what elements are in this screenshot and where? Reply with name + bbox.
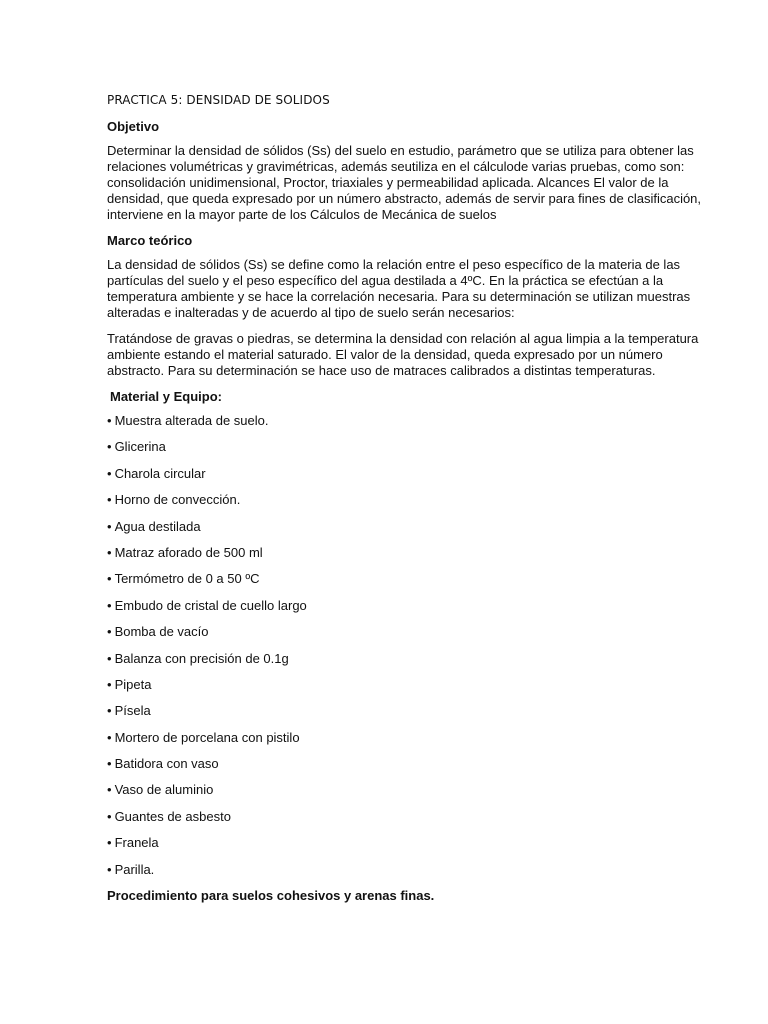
list-item — [107, 835, 708, 851]
bullet-icon: • — [107, 756, 112, 772]
list-item-text: Balanza con precisión de 0.1g — [114, 650, 289, 666]
bullet-icon: • — [107, 808, 112, 824]
bullet-icon: • — [107, 413, 112, 428]
procedimiento-heading: Procedimiento para suelos cohesivos y arenas finas. — [107, 888, 435, 904]
marco-teorico-paragraph-1: La densidad de sólidos (Ss) se define como la relación entre el peso específico de la materia de las partículas del suelo y el peso específico del agua destilada a 4ºC. En la práctica se efectúan a la temperatura ambiente y se hace la correlación necesaria. Para su determinación se utilizan muestras alteradas e inalteradas y de acuerdo al tipo de suelo serán necesarios: — [107, 257, 691, 320]
objetivo-paragraph: Determinar la densidad de sólidos (Ss) del suelo en estudio, parámetro que se utiliza para obtener las relaciones volumétricas y gravimétricas, además seutiliza en el cálculode varias pruebas, como son: consolidación unidimensional, Proctor, triaxiales y permeabilidad aplicada. Alcances El valor de la densidad, que queda expresado por un número abstracto, además de servir para fines de clasificación, interviene en la mayor parte de los Cálculos de Mecánica de suelos — [107, 143, 702, 222]
list-item-text: Mortero de porcelana con pistilo — [114, 729, 300, 745]
list-item — [107, 598, 708, 614]
bullet-icon: • — [107, 465, 112, 481]
list-item-text: Guantes de asbesto — [114, 808, 231, 824]
marco-teorico-paragraph-2: Tratándose de gravas o piedras, se determina la densidad con relación al agua limpia a la temperatura ambiente estando el material saturado. El valor de la densidad, queda expresado por un número abstracto. Para su determinación se hace uso de matraces calibrados a distintas temperaturas. — [107, 331, 699, 378]
list-item — [107, 545, 708, 561]
list-item — [107, 703, 708, 719]
material-equipo-heading: Material y Equipo: — [110, 389, 222, 404]
list-item — [107, 571, 708, 587]
bullet-icon: • — [107, 571, 112, 587]
list-item — [107, 651, 708, 667]
bullet-icon: • — [107, 650, 112, 666]
list-item — [107, 439, 708, 455]
list-item-text: Parilla. — [114, 861, 155, 877]
bullet-icon: • — [107, 518, 112, 534]
list-item-text: Horno de convección. — [114, 492, 241, 508]
list-item-text: Písela — [114, 703, 151, 719]
list-item — [107, 756, 708, 772]
list-item-text: Embudo de cristal de cuello largo — [114, 597, 307, 613]
bullet-icon: • — [107, 835, 112, 851]
list-item-text: Franela — [114, 835, 159, 851]
list-item — [107, 809, 708, 825]
bullet-icon: • — [107, 492, 112, 508]
bullet-icon: • — [107, 729, 112, 745]
list-item — [107, 519, 708, 535]
bullet-icon: • — [107, 703, 112, 719]
bullet-icon: • — [107, 624, 112, 640]
document-title: PRACTICA 5: DENSIDAD DE SOLIDOS — [107, 93, 330, 107]
list-item-text: Batidora con vaso — [114, 756, 219, 772]
list-item — [107, 492, 708, 508]
list-item-text: Vaso de aluminio — [114, 782, 214, 798]
list-item-text: Charola circular — [114, 465, 206, 481]
bullet-icon: • — [107, 782, 112, 798]
list-item-text: Matraz aforado de 500 ml — [114, 544, 263, 560]
list-item — [107, 677, 708, 693]
list-item — [107, 730, 708, 746]
list-item — [107, 624, 708, 640]
bullet-icon: • — [107, 439, 112, 455]
list-item-text: Bomba de vacío — [114, 624, 209, 640]
bullet-icon: • — [107, 544, 112, 560]
list-item-text: Termómetro de 0 a 50 ºC — [114, 571, 260, 587]
marco-teorico-heading: Marco teórico — [107, 233, 193, 248]
material-list — [107, 413, 708, 878]
bullet-icon: • — [107, 676, 112, 692]
list-item — [107, 466, 708, 482]
list-item — [107, 413, 708, 429]
list-item-text: Glicerina — [114, 439, 166, 455]
list-item-text: Muestra alterada de suelo. — [114, 413, 269, 428]
bullet-icon: • — [107, 597, 112, 613]
list-item-text: Pipeta — [114, 676, 152, 692]
bullet-icon: • — [107, 861, 112, 877]
list-item — [107, 862, 708, 878]
list-item-text: Agua destilada — [114, 518, 201, 534]
list-item — [107, 782, 708, 798]
objetivo-heading: Objetivo — [107, 119, 160, 134]
